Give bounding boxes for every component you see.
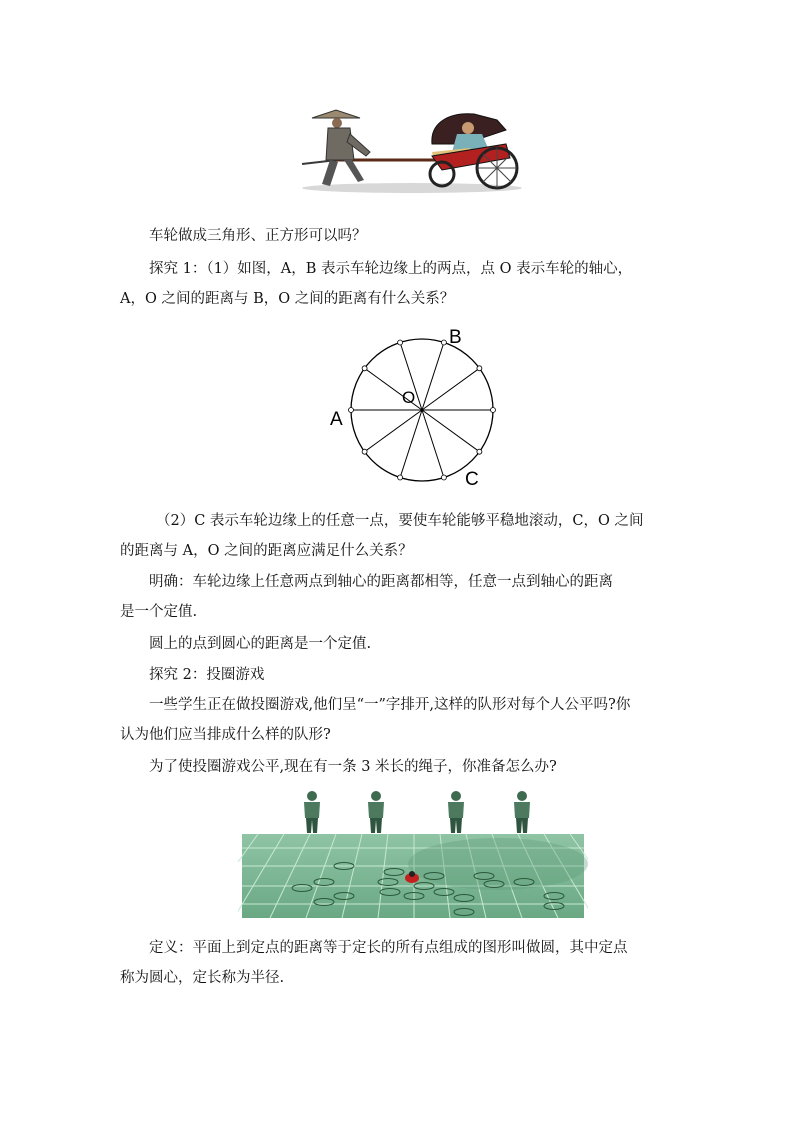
student-figure bbox=[448, 791, 464, 833]
ring-toss-illustration bbox=[238, 786, 588, 920]
student-figure bbox=[304, 791, 320, 833]
explore-1-line-1: 探究 1：（1）如图，A，B 表示车轮边缘上的两点，点 O 表示车轮的轴心， bbox=[149, 261, 633, 277]
explore-1-part-2-line-2: 的距离与 A，O 之间的距离应满足什么关系？ bbox=[120, 543, 413, 559]
explore-1-part-2-line-1: （2）C 表示车轮边缘上的任意一点，要使车轮能够平稳地滚动，C，O 之间 bbox=[156, 513, 644, 529]
definition-line-1: 定义：平面上到定点的距离等于定长的所有点组成的图形叫做圆，其中定点 bbox=[149, 940, 628, 956]
label-c: C bbox=[465, 469, 479, 490]
wheel-spoke bbox=[422, 368, 479, 410]
rickshaw-illustration bbox=[292, 104, 532, 196]
rope-question: 为了使投圈游戏公平,现在有一条 3 米长的绳子，你准备怎么办? bbox=[149, 759, 557, 775]
ring-game-line-2: 认为他们应当排成什么样的队形? bbox=[120, 727, 331, 743]
rim-point bbox=[349, 408, 354, 413]
rim-point bbox=[441, 475, 446, 480]
clarify-line-1: 明确：车轮边缘上任意两点到轴心的距离都相等，任意一点到轴心的距离 bbox=[149, 574, 613, 590]
clarify-line-2: 是一个定值. bbox=[120, 604, 198, 620]
explore-1-line-2: A，O 之间的距离与 B，O 之间的距离有什么关系？ bbox=[120, 291, 455, 307]
label-b: B bbox=[449, 327, 462, 348]
label-a: A bbox=[330, 409, 343, 430]
rim-point bbox=[477, 366, 482, 371]
wheel-figure bbox=[320, 322, 500, 492]
rim-point bbox=[441, 340, 446, 345]
wheel-spoke bbox=[422, 343, 444, 411]
student-figure bbox=[514, 791, 530, 833]
wheel-circle bbox=[349, 339, 496, 481]
rim-point bbox=[362, 366, 367, 371]
wheel-spoke bbox=[422, 410, 444, 478]
label-o: O bbox=[402, 388, 416, 407]
ring-game-line-1: 一些学生正在做投圈游戏,他们呈“一”字排开,这样的队形对每个人公平吗?你 bbox=[149, 697, 631, 713]
rim-point bbox=[491, 408, 496, 413]
question-wheel-shape: 车轮做成三角形、正方形可以吗？ bbox=[149, 228, 367, 244]
explore-2-title: 探究 2：投圈游戏 bbox=[149, 667, 265, 683]
wheel-spoke bbox=[400, 410, 422, 478]
wheel-spoke bbox=[365, 410, 422, 452]
definition-line-2: 称为圆心，定长称为半径. bbox=[120, 970, 285, 986]
wheel-spoke bbox=[422, 410, 479, 452]
rim-point bbox=[398, 475, 403, 480]
rim-point bbox=[398, 340, 403, 345]
circle-distance-statement: 圆上的点到圆心的距离是一个定值. bbox=[149, 636, 372, 652]
student-figure bbox=[368, 791, 384, 833]
rim-point bbox=[362, 449, 367, 454]
rim-point bbox=[477, 449, 482, 454]
